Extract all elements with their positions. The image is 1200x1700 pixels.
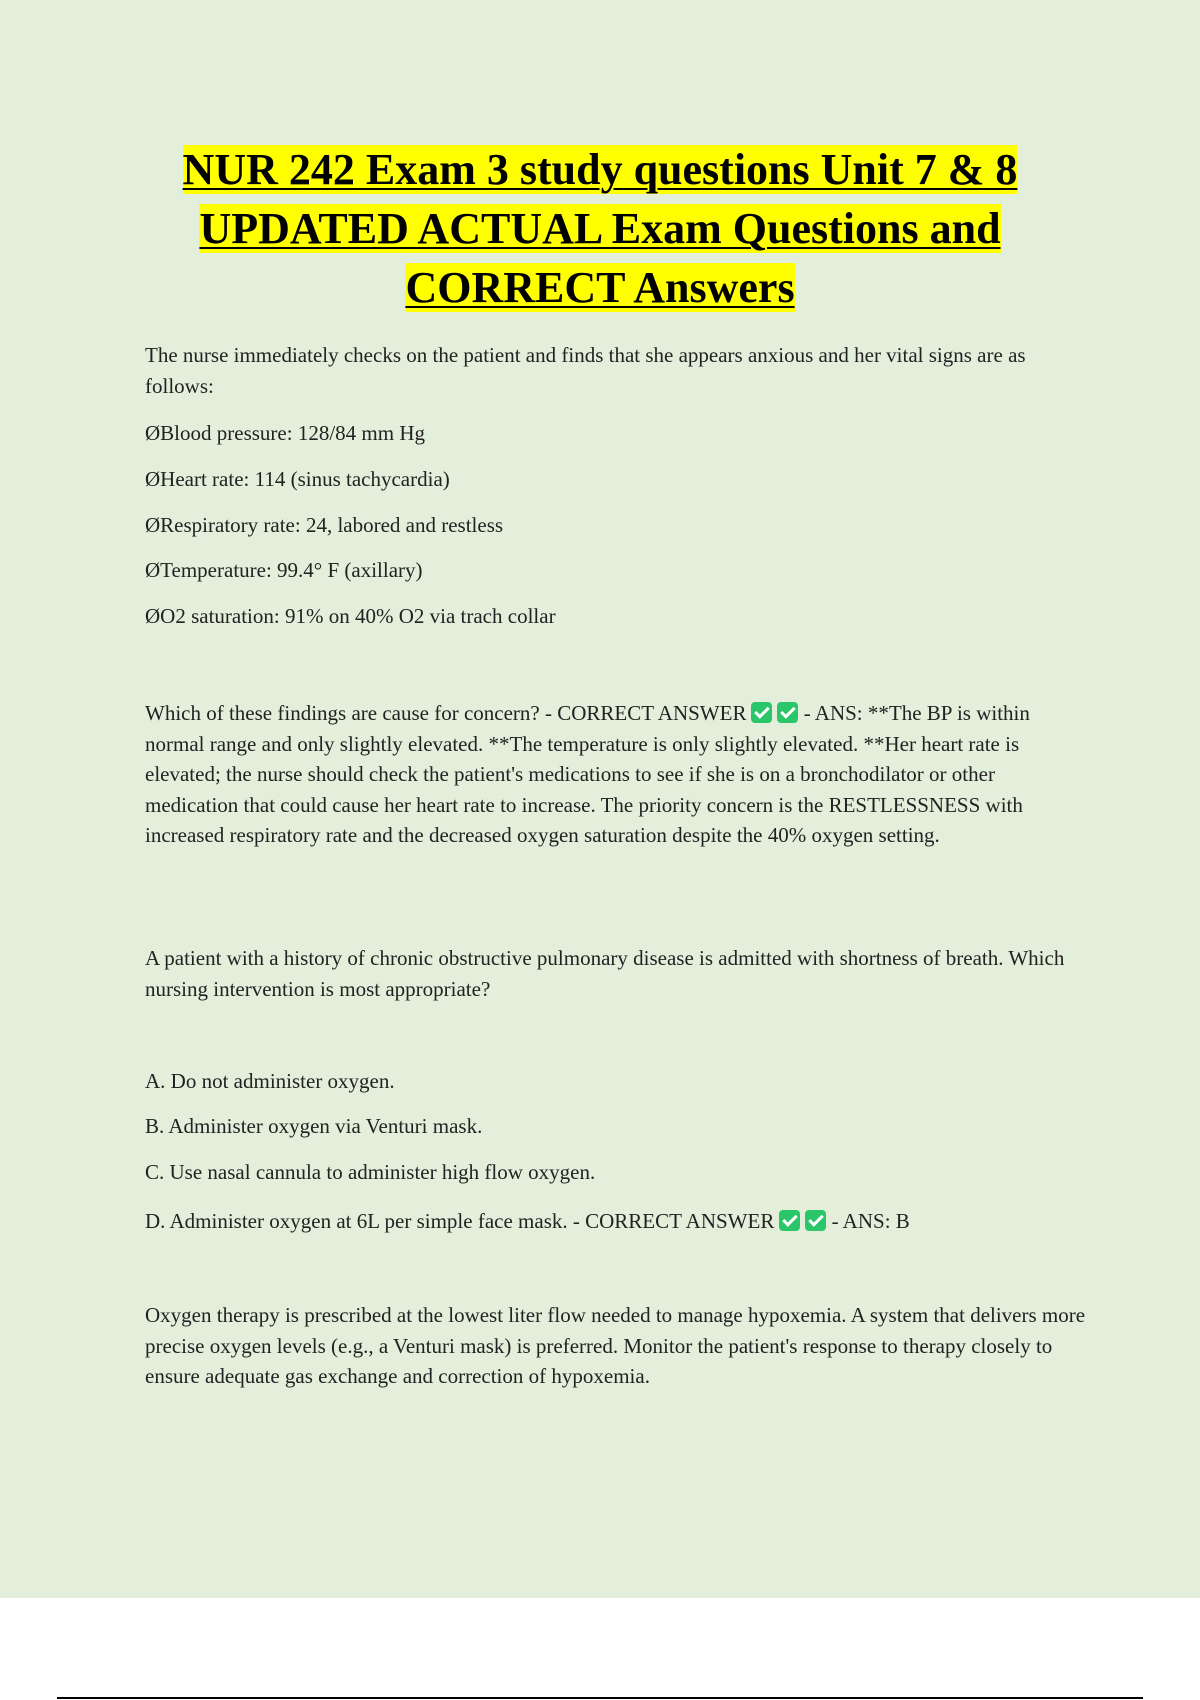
question-2-option-a: A. Do not administer oxygen. — [145, 1069, 395, 1093]
question-1-block — [145, 698, 1090, 851]
vital-blood-pressure: ØBlood pressure: 128/84 mm Hg — [145, 421, 425, 445]
vital-heart-rate: ØHeart rate: 114 (sinus tachycardia) — [145, 467, 450, 491]
question-2-rationale: Oxygen therapy is prescribed at the lowest liter flow needed to manage hypoxemia. A system that delivers more precise oxygen levels (e.g., a Venturi mask) is preferred. Monitor the patient's response to therapy closely to ensure adequate gas exchange and correction of hypoxemia. — [145, 1303, 1086, 1388]
question-2-option-d-block — [145, 1206, 1090, 1237]
intro-paragraph: The nurse immediately checks on the patient and finds that she appears anxious and her vital signs are as follows: — [145, 343, 1026, 398]
check-box-icon — [751, 702, 772, 723]
document-title — [100, 140, 1100, 317]
check-box-icon — [777, 702, 798, 723]
title-line-3: CORRECT Answers — [405, 263, 795, 312]
vital-respiratory-rate: ØRespiratory rate: 24, labored and restless — [145, 513, 504, 537]
question-2-option-d: D. Administer oxygen at 6L per simple face mask. - CORRECT ANSWER — [145, 1209, 775, 1233]
question-2-answer: - ANS: B — [831, 1209, 910, 1233]
question-2-option-c: C. Use nasal cannula to administer high flow oxygen. — [145, 1160, 596, 1184]
title-line-1: NUR 242 Exam 3 study questions Unit 7 & 8 — [182, 145, 1018, 194]
question-1-answer: - ANS: **The BP is within normal range and only slightly elevated. **The temperature is only slightly elevated. **Her heart rate is elevated; the nurse should check the patient's medications to see if she is on a bronchodilator or other medication that could cause her heart rate to increase. The priority concern is the RESTLESSNESS with increased respiratory rate and the decreased oxygen saturation despite the 40% oxygen setting. — [145, 701, 1030, 847]
question-1-text: Which of these findings are cause for concern? - CORRECT ANSWER — [145, 701, 747, 725]
title-line-2: UPDATED ACTUAL Exam Questions and — [199, 204, 1001, 253]
check-box-icon — [779, 1210, 800, 1231]
question-2-text: A patient with a history of chronic obstructive pulmonary disease is admitted with shortness of breath. Which nursing intervention is most appropriate? — [145, 946, 1065, 1001]
question-2-option-b: B. Administer oxygen via Venturi mask. — [145, 1114, 483, 1138]
check-box-icon — [805, 1210, 826, 1231]
footer-divider — [57, 1697, 1143, 1699]
vital-o2-saturation: ØO2 saturation: 91% on 40% O2 via trach collar — [145, 604, 556, 628]
vital-temperature: ØTemperature: 99.4° F (axillary) — [145, 558, 423, 582]
